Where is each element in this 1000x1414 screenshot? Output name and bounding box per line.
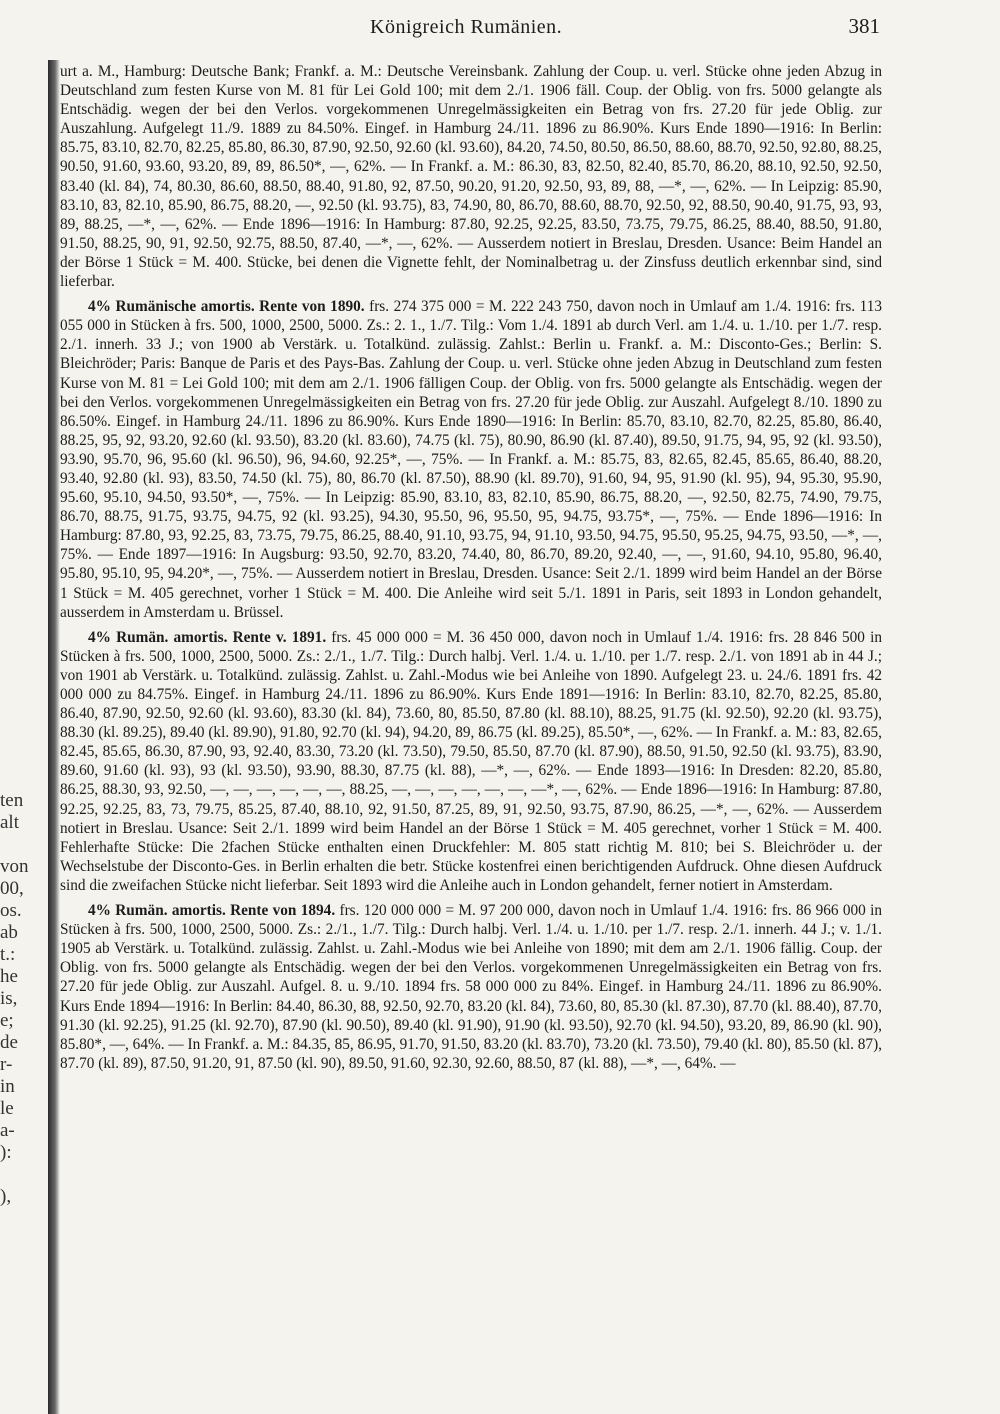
fragment-line: is, [0,988,18,1009]
page-header [60,12,880,46]
entry-text: frs. 274 375 000 = M. 222 243 750, davon noch in Umlauf am 1./4. 1916: frs. 113 055 000 in Stücken à frs. 500, 1000, 2500, 5000. Zs.: 2. 1., 1./7. Tilg.: Vom 1./4. 1891 ab durch Verl. am 1./4. u. 1./10. per 1./7. resp. 2./1. innerh. 33 J.; von 1900 ab Verstärk. u. Totalkünd. zulässig. Zahlst.: Berlin u. Frankf. a. M.: Disconto-Ges.; Berlin: S. Bleichröder; Paris: Banque de Paris et des Pays-Bas. Zahlung der Coup. u. verl. Stücke ohne jeden Abzug in Deutschland zum festen Kurse von M. 81 = Lei Gold 100; mit dem am 2./1. 1906 fälligen Coup. der Oblig. von frs. 5000 gelangte als Entschädig. wegen der bei den Verlos. vorgekommenen Unregelmässigkeiten ein Betrag von frs. 27.20 für jede Oblig. zur Auszahl. Aufgelegt 8./10. 1890 zu 86.50%. Eingef. in Hamburg 24./11. 1896 zu 86.90%. Kurs Ende 1890—1916: In Berlin: 85.70, 83.10, 82.70, 82.25, 85.80, 86.40, 88.25, 95, 92, 93.20, 92.60 (kl. 93.50), 83.20 (kl. 83.60), 74.75 (kl. 75), 80.90, 86.90 (kl. 87.40), 89.50, 91.75, 94, 95, 92 (kl. 93.50), 93.90, 95.70, 96, 95.60 (kl. 96.50), 96, 94.60, 92.25*, —, 75%. — In Frankf. a. M.: 85.75, 83, 82.65, 82.45, 85.65, 86.40, 88.20, 93.40, 92.80 (kl. 93), 83.50, 74.50 (kl. 75), 80, 86.70 (kl. 87.50), 88.90 (kl. 89.70), 91.60, 94, 95, 91.90 (kl. 95), 94, 95.30, 95.90, 95.60, 95.10, 94.50, 93.50*, —, 75%. — In Leipzig: 85.90, 83.10, 83, 82.10, 85.90, 86.75, 88.20, —, 92.50, 82.75, 74.90, 79.75, 86.70, 88.75, 91.75, 93.75, 94.75, 92 (kl. 93.25), 94.30, 95.50, 96, 95.50, 95, 94.75, 93.75*, —, 75%. — Ende 1896—1916: In Hamburg: 87.80, 93, 92.25, 83, 73.75, 79.75, 86.25, 88.40, 91.10, 93.75, 94, 91.10, 93.50, 94.75, 95.50, 95.25, 94.75, 93.50, —*, —, 75%. — Ende 1897—1916: In Augsburg: 93.50, 92.70, 83.20, 74.40, 80, 86.70, 89.20, 92.40, —, —, 91.60, 94.10, 95.80, 96.40, 95.80, 95.10, 95, 94.20*, —, 75%. — Ausserdem notiert in Breslau, Dresden. Usance: Seit 2./1. 1899 wird beim Handel an der Börse 1 Stück = M. 405 gerechnet, vorher 1 Stück = M. 400. Die Anleihe wird seit 5./1. 1891 in Paris, seit 1893 in London gehandelt, ausserdem in Amsterdam u. Brüssel. [60,298,882,621]
fragment-line: ten [0,790,24,811]
entry-text: frs. 120 000 000 = M. 97 200 000, davon noch in Umlauf 1./4. 1916: frs. 86 966 000 in Stücken à frs. 500, 1000, 2500, 5000. Zs.: 2./1., 1./7. Tilg.: Durch halbj. Verl. 1./4. u. 1./10. per 1./7. resp. 2./1. innerh. 44 J.; v. 1./1. 1905 ab Verstärk. u. Totalkünd. zulässig. Zahlst. u. Zahl.-Modus wie bei Anleihe von 1890; mit dem am 2./1. 1906 fällig. Coup. der Oblig. von frs. 5000 gelangte als Entschädig. wegen der bei den Verlos. vorgekommenen Unregelmässigkeiten ein Betrag von frs. 27.20 für jede Oblig. zur Auszahl. Aufgel. 8. u. 9./10. 1894 frs. 58 000 000 zu 84%. Eingef. in Hamburg 24./11. 1896 zu 86.90%. Kurs Ende 1894—1916: In Berlin: 84.40, 86.30, 88, 92.50, 92.70, 83.20 (kl. 84), 73.60, 80, 85.30 (kl. 87.30), 87.70 (kl. 88.40), 87.70, 91.30 (kl. 92.25), 91.25 (kl. 92.70), 87.90 (kl. 90.50), 89.40 (kl. 91.90), 91.90 (kl. 93.50), 92.70 (kl. 94.50), 93.20, 89, 86.90 (kl. 90), 85.80*, —, 64%. — In Frankf. a. M.: 84.35, 85, 86.95, 91.70, 91.50, 83.20 (kl. 83.70), 73.20 (kl. 73.50), 79.40 (kl. 80), 85.50 (kl. 87), 87.70 (kl. 89), 87.50, 91.20, 91, 87.50 (kl. 90), 89.50, 91.60, 92.30, 92.60, 88.50, 87 (kl. 88), —*, —, 64%. — [60,902,882,1072]
fragment-line: alt [0,812,19,833]
fragment-line: von [0,856,29,877]
page-body [60,62,882,1073]
entry-heading: 4% Rumän. amortis. Rente v. 1891. [88,628,332,646]
fragment-line: a- [0,1120,15,1141]
fragment-line: r- [0,1054,13,1075]
bond-entry-1894 [60,901,882,1073]
fragment-line: e; [0,1010,14,1031]
bond-entry-1891 [60,628,882,895]
fragment-line [0,1164,40,1186]
paragraph-text: urt a. M., Hamburg: Deutsche Bank; Frankf. a. M.: Deutsche Vereinsbank. Zahlung der Coup. u. verl. Stücke ohne jeden Abzug in Deutschland zum festen Kurse von M. 81 für Lei Gold 100; mit dem 2./1. 1906 fäll. Coup. der Oblig. von frs. 5000 gelangte als Entschädig. wegen der bei den Verlos. vorgekommenen Unregelmässigkeiten ein Betrag von frs. 27.20 für jede Oblig. zur Auszahlung. Aufgelegt 11./9. 1889 zu 84.50%. Eingef. in Hamburg 24./11. 1896 zu 86.90%. Kurs Ende 1890—1916: In Berlin: 85.75, 83.10, 82.70, 82.25, 85.80, 86.30, 87.90, 92.50, 92.60 (kl. 93.60), 84.20, 74.50, 80.50, 86.50, 88.60, 88.70, 92.50, 92.80, 88.25, 90.50, 91.60, 93.60, 93.20, 89, 89, 86.50*, —, 62%. — In Frankf. a. M.: 86.30, 83, 82.50, 82.40, 85.70, 86.20, 88.10, 92.50, 92.50, 83.40 (kl. 84), 74, 80.30, 86.60, 88.50, 88.40, 91.80, 92, 87.50, 90.20, 91.20, 92.50, 93, 89, 88, —*, —, 62%. — In Leipzig: 85.90, 83.10, 83, 82.10, 85.90, 86.75, 88.20, —, 92.50 (kl. 93.75), 83, 74.90, 80, 86.70, 88.60, 88.70, 92.50, 92, 88.50, 90.40, 91.75, 93, 93, 89, 88.25, —*, —, 62%. — Ende 1896—1916: In Hamburg: 87.80, 92.25, 92.25, 83.50, 73.75, 79.75, 86.25, 88.40, 88.50, 91.80, 91.50, 88.25, 90, 91, 92.50, 92.75, 88.50, 87.40, —*, —, 62%. — Ausserdem notiert in Breslau, Dresden. Usance: Beim Handel an der Börse 1 Stück = M. 400. Stücke, bei denen die Vignette fehlt, der Nominalbetrag u. der Zinsfuss deutlich erkennbar sind, sind lieferbar. [60,63,882,291]
book-binding-shadow [48,60,60,1414]
fragment-line: 00, [0,878,24,899]
fragment-line: t.: [0,944,16,965]
fragment-line: le [0,1098,14,1119]
fragment-line: os. [0,900,22,921]
running-title: Königreich Rumänien. [370,16,563,38]
fragment-line: ab [0,922,18,943]
page-number: 381 [848,14,880,38]
fragment-line: de [0,1032,18,1053]
paragraph-continuation [60,62,882,291]
entry-text: frs. 45 000 000 = M. 36 450 000, davon noch in Umlauf 1./4. 1916: frs. 28 846 500 in Stücken à frs. 500, 1000, 2500, 5000. Zs.: 2./1., 1./7. Tilg.: Durch halbj. Verl. 1./4. u. 1./10. per 1./7. resp. 2./1. von 1891 ab in 44 J.; von 1901 ab Verstärk. u. Totalkünd. zulässig. Zahlst. u. Zahl.-Modus wie bei Anleihe von 1890. Aufgelegt 23. u. 24./6. 1891 frs. 42 000 000 zu 84.75%. Eingef. in Hamburg 24./11. 1896 zu 86.90%. Kurs Ende 1891—1916: In Berlin: 83.10, 82.70, 82.25, 85.80, 86.40, 87.90, 92.50, 92.60 (kl. 93.60), 83.30 (kl. 84), 73.60, 80, 85.50, 87.80 (kl. 88.10), 88.25, 91.75 (kl. 92.50), 92.20 (kl. 93.75), 88.30 (kl. 89.25), 89.40 (kl. 89.90), 91.80, 92.70 (kl. 94), 94.20, 89, 86.75 (kl. 89.25), 85.50*, —, 62%. — In Frankf. a. M.: 83, 82.65, 82.45, 85.65, 86.30, 87.90, 93, 92.40, 83.30, 73.20 (kl. 73.50), 79.50, 85.50, 87.70 (kl. 87.90), 88.50, 91.50, 92.50 (kl. 93.75), 83.90, 89.60, 91.60 (kl. 93), 93 (kl. 93.50), 93.90, 88.30, 87.75 (kl. 88), —*, —, 62%. — Ende 1893—1916: In Dresden: 82.20, 85.80, 86.25, 88.30, 93, 92.50, —, —, —, —, —, —, 88.25, —, —, —, —, —, —, —*, —, 62%. — Ende 1896—1916: In Hamburg: 87.80, 92.25, 92.25, 83, 73, 79.75, 85.25, 87.40, 88.10, 92, 91.50, 87.25, 89, 91, 92.50, 93.75, 87.90, 86.25, —*, —, 62%. — Ausserdem notiert in Breslau. Usance: Seit 2./1. 1899 wird beim Handel an der Börse 1 Stück = M. 405 gerechnet, vorher 1 Stück = M. 400. Fehlerhafte Stücke: Die 2fachen Stücke enthalten einen Druckfehler: M. 805 statt richtig M. 810; bei S. Bleichröder u. der Wechselstube der Disconto-Ges. in Berlin erhalten die betr. Stücke kostenfrei einen berichtigenden Aufdruck. Ohne diesen Aufdruck sind die zweifachen Stücke nicht lieferbar. Seit 1893 wird die Anleihe auch in London gehandelt, ferner notiert in Amsterdam. [60,628,882,894]
entry-heading: 4% Rumänische amortis. Rente von 1890. [88,298,370,316]
fragment-line: ): [0,1142,12,1163]
fragment-line: in [0,1076,15,1097]
bond-entry-1890 [60,297,882,622]
adjacent-page-fragment [0,790,40,1240]
entry-heading: 4% Rumän. amortis. Rente von 1894. [88,902,340,920]
fragment-line [0,834,40,856]
fragment-line: he [0,966,18,987]
fragment-line: ), [0,1186,12,1207]
